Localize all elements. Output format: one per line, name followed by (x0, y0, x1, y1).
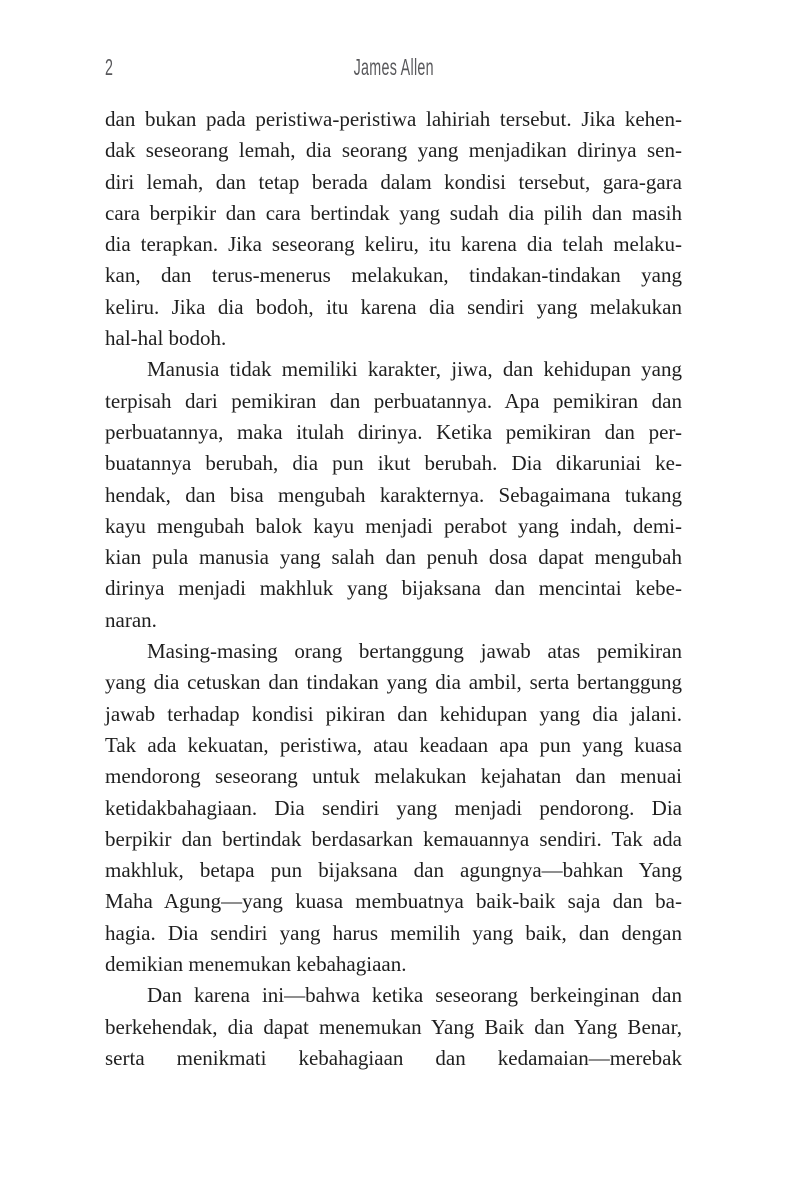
text-line: ketidakbahagiaan. Dia sendiri yang menjadi pendorong. Dia (105, 795, 682, 820)
text-line: serta menikmati kebahagiaan dan kedamaian—merebak (105, 1045, 682, 1070)
text-line: jawab terhadap kondisi pikiran dan kehidupan yang dia jalani. (105, 701, 682, 726)
text-line: keliru. Jika dia bodoh, itu karena dia sendiri yang melakukan (105, 294, 682, 319)
text-line: diri lemah, dan tetap berada dalam kondisi tersebut, gara-gara (105, 169, 682, 194)
text-line: berkehendak, dia dapat menemukan Yang Baik dan Yang Benar, (105, 1014, 682, 1039)
text-line: kayu mengubah balok kayu menjadi perabot yang indah, demi- (105, 513, 682, 538)
running-title: James Allen (353, 54, 434, 80)
text-line: perbuatannya, maka itulah dirinya. Ketika pemikiran dan per- (105, 419, 682, 444)
text-line: Dan karena ini—bahwa ketika seseorang berkeinginan dan (147, 983, 682, 1008)
text-line: dia terapkan. Jika seseorang keliru, itu karena dia telah melaku- (105, 232, 682, 257)
text-line: buatannya berubah, dia pun ikut berubah. Dia dikaruniai ke- (105, 451, 682, 476)
text-line: demikian menemukan kebahagiaan. (105, 952, 407, 977)
text-line: Tak ada kekuatan, peristiwa, atau keadaan apa pun yang kuasa (105, 732, 682, 757)
text-line: Masing-masing orang bertanggung jawab atas pemikiran (147, 639, 682, 664)
text-line: kian pula manusia yang salah dan penuh dosa dapat mengubah (105, 545, 682, 570)
text-line: yang dia cetuskan dan tindakan yang dia ambil, serta bertanggung (105, 670, 682, 695)
text-line: dak seseorang lemah, dia seorang yang menjadikan dirinya sen- (105, 138, 682, 163)
text-line: Maha Agung—yang kuasa membuatnya baik-baik saja dan ba- (105, 889, 682, 914)
text-line: cara berpikir dan cara bertindak yang sudah dia pilih dan masih (105, 200, 682, 225)
text-line: dirinya menjadi makhluk yang bijaksana dan mencintai kebe- (105, 576, 682, 601)
text-line: hendak, dan bisa mengubah karakternya. Sebagaimana tukang (105, 482, 682, 507)
text-line: berpikir dan bertindak berdasarkan kemauannya sendiri. Tak ada (105, 826, 682, 851)
text-line: Manusia tidak memiliki karakter, jiwa, dan kehidupan yang (147, 357, 682, 382)
page-number: 2 (105, 54, 113, 80)
text-line: hal-hal bodoh. (105, 326, 227, 351)
text-line: naran. (105, 607, 157, 632)
page-header (105, 55, 682, 79)
text-line: hagia. Dia sendiri yang harus memilih yang baik, dan dengan (105, 920, 682, 945)
text-line: dan bukan pada peristiwa-peristiwa lahiriah tersebut. Jika kehen- (105, 107, 682, 131)
running-title-container (105, 55, 682, 80)
text-line: makhluk, betapa pun bijaksana dan agungnya—bahkan Yang (105, 858, 682, 883)
text-line: mendorong seseorang untuk melakukan kejahatan dan menuai (105, 764, 682, 789)
body-text (105, 104, 682, 1074)
text-line: terpisah dari pemikiran dan perbuatannya. Apa pemikiran dan (105, 388, 682, 413)
text-line: kan, dan terus-menerus melakukan, tindakan-tindakan yang (105, 263, 682, 288)
